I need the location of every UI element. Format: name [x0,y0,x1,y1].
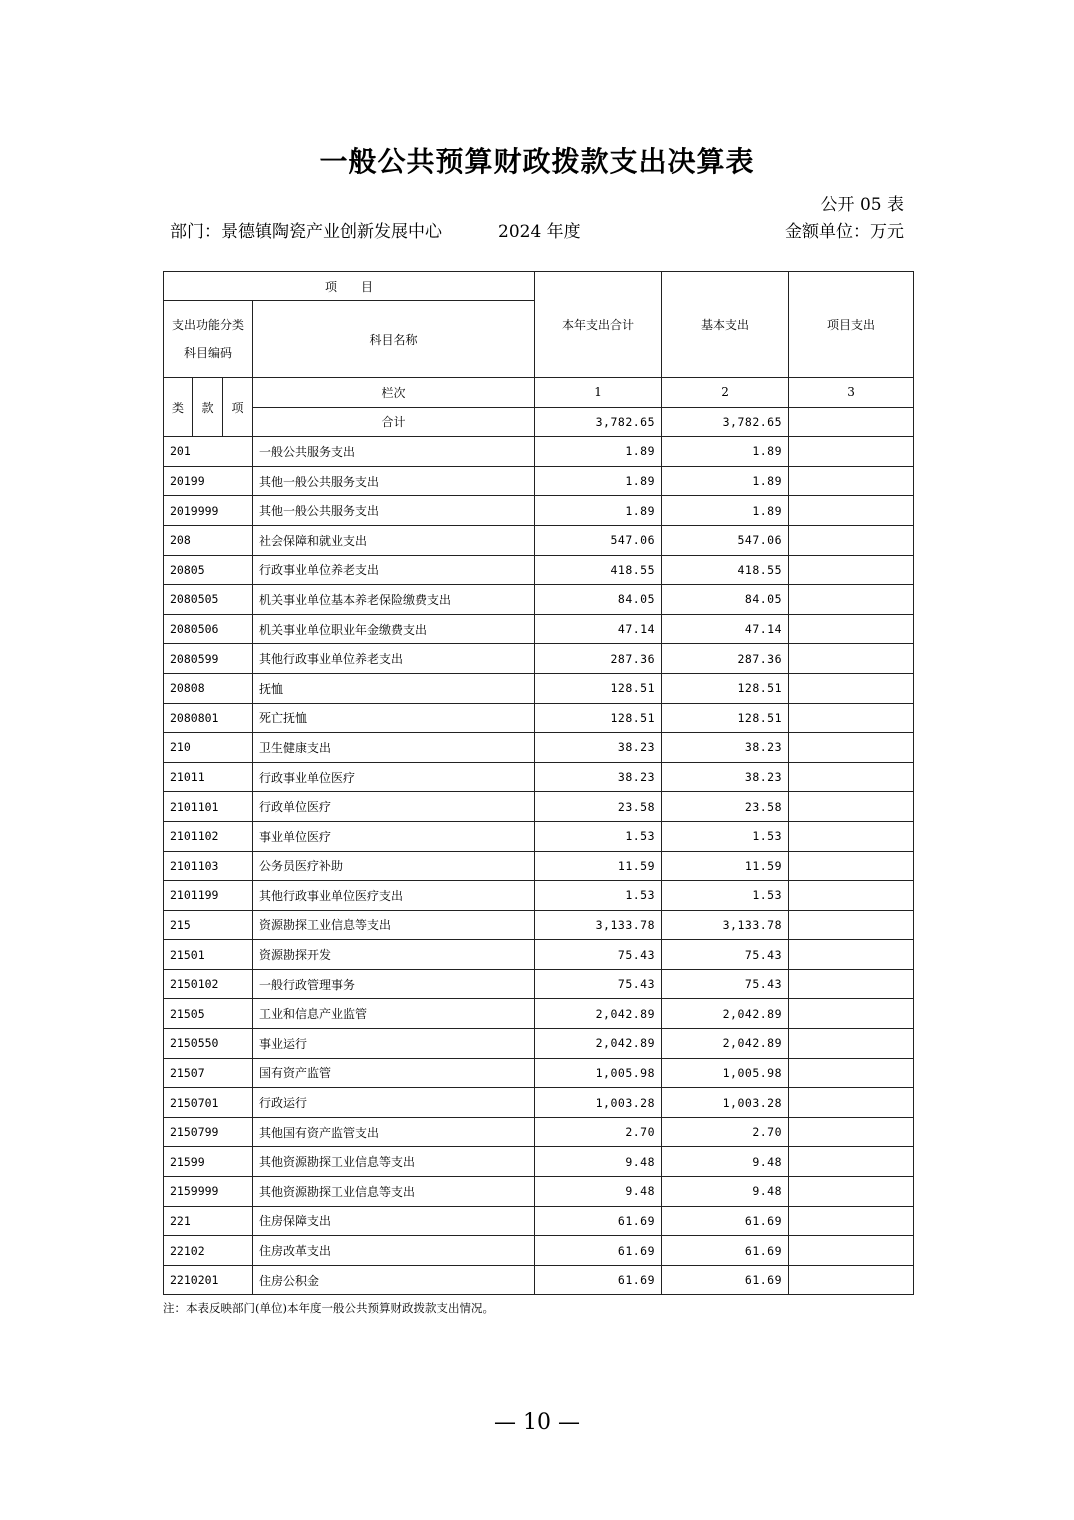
table-row [164,821,914,851]
row-code: 2101199 [164,881,253,911]
table-row [164,969,914,999]
row-basic: 418.55 [662,555,789,585]
row-total: 1.89 [535,466,662,496]
row-project [789,940,914,970]
table-row [164,1236,914,1266]
row-name: 事业单位医疗 [253,821,535,851]
row-code: 221 [164,1206,253,1236]
row-project [789,585,914,615]
total-project [789,407,914,437]
header-project-expense: 项目支出 [789,272,914,378]
row-name: 行政单位医疗 [253,792,535,822]
row-code: 21501 [164,940,253,970]
row-basic: 1.89 [662,496,789,526]
row-total: 38.23 [535,733,662,763]
row-basic: 75.43 [662,969,789,999]
budget-table [163,271,914,1295]
row-name: 国有资产监管 [253,1058,535,1088]
row-project [789,792,914,822]
table-note: 注：本表反映部门(单位)本年度一般公共预算财政拨款支出情况。 [163,1301,494,1315]
row-code: 2080801 [164,703,253,733]
row-name: 机关事业单位基本养老保险缴费支出 [253,585,535,615]
header-total: 本年支出合计 [535,272,662,378]
header-kuan: 款 [193,378,223,437]
table-row [164,614,914,644]
row-total: 1,005.98 [535,1058,662,1088]
row-total: 75.43 [535,969,662,999]
row-total: 287.36 [535,644,662,674]
row-project [789,1147,914,1177]
row-name: 住房保障支出 [253,1206,535,1236]
row-basic: 1,003.28 [662,1088,789,1118]
table-row [164,851,914,881]
form-number: 公开 05 表 [820,195,904,215]
row-code: 208 [164,525,253,555]
row-basic: 547.06 [662,525,789,555]
page-title: 一般公共预算财政拨款支出决算表 [319,145,755,178]
total-row [164,407,914,437]
table-row [164,1265,914,1295]
row-project [789,969,914,999]
row-total: 1.89 [535,496,662,526]
row-total: 61.69 [535,1206,662,1236]
row-code: 2101101 [164,792,253,822]
row-basic: 1,005.98 [662,1058,789,1088]
column-index-2: 2 [662,378,789,408]
row-project [789,851,914,881]
row-basic: 1.53 [662,821,789,851]
row-total: 547.06 [535,525,662,555]
table-row [164,1147,914,1177]
row-code: 21507 [164,1058,253,1088]
table-row [164,1206,914,1236]
row-project [789,525,914,555]
row-name: 事业运行 [253,1029,535,1059]
row-code: 2210201 [164,1265,253,1295]
total-basic: 3,782.65 [662,407,789,437]
row-name: 死亡抚恤 [253,703,535,733]
row-name: 机关事业单位职业年金缴费支出 [253,614,535,644]
row-code: 21599 [164,1147,253,1177]
row-total: 38.23 [535,762,662,792]
row-project [789,762,914,792]
row-basic: 61.69 [662,1265,789,1295]
row-total: 84.05 [535,585,662,615]
row-basic: 61.69 [662,1206,789,1236]
row-code: 215 [164,910,253,940]
row-code: 2150799 [164,1117,253,1147]
row-name: 一般公共服务支出 [253,437,535,467]
row-project [789,644,914,674]
table-row [164,940,914,970]
header-project: 项 目 [164,272,535,301]
row-basic: 84.05 [662,585,789,615]
column-index-row [164,378,914,408]
row-total: 1.89 [535,437,662,467]
row-total: 1.53 [535,881,662,911]
table-row [164,881,914,911]
row-total: 75.43 [535,940,662,970]
table-row [164,733,914,763]
table-row [164,437,914,467]
row-code: 2080506 [164,614,253,644]
row-name: 社会保障和就业支出 [253,525,535,555]
row-project [789,673,914,703]
table-row [164,673,914,703]
row-name: 行政运行 [253,1088,535,1118]
row-project [789,1117,914,1147]
row-name: 其他行政事业单位医疗支出 [253,881,535,911]
row-basic: 23.58 [662,792,789,822]
header-code: 支出功能分类科目编码 [164,301,253,378]
table-row [164,762,914,792]
row-basic: 3,133.78 [662,910,789,940]
row-project [789,1236,914,1266]
row-basic: 1.89 [662,437,789,467]
row-project [789,881,914,911]
row-total: 3,133.78 [535,910,662,940]
row-total: 128.51 [535,673,662,703]
row-code: 2159999 [164,1177,253,1207]
row-name: 资源勘探开发 [253,940,535,970]
table-row [164,1029,914,1059]
row-project [789,1029,914,1059]
row-code: 2150701 [164,1088,253,1118]
table-row [164,792,914,822]
row-basic: 128.51 [662,673,789,703]
table-row [164,1117,914,1147]
row-basic: 1.89 [662,466,789,496]
header-name: 科目名称 [253,301,535,378]
row-total: 47.14 [535,614,662,644]
row-code: 20805 [164,555,253,585]
row-project [789,999,914,1029]
row-code: 20808 [164,673,253,703]
row-basic: 38.23 [662,762,789,792]
row-basic: 47.14 [662,614,789,644]
row-project [789,1177,914,1207]
row-basic: 38.23 [662,733,789,763]
row-total: 128.51 [535,703,662,733]
row-project [789,466,914,496]
row-code: 2150550 [164,1029,253,1059]
row-code: 2019999 [164,496,253,526]
row-code: 2080599 [164,644,253,674]
row-name: 住房公积金 [253,1265,535,1295]
row-total: 61.69 [535,1236,662,1266]
row-project [789,1265,914,1295]
row-basic: 128.51 [662,703,789,733]
row-project [789,614,914,644]
row-project [789,821,914,851]
row-code: 210 [164,733,253,763]
row-total: 1,003.28 [535,1088,662,1118]
row-name: 抚恤 [253,673,535,703]
row-name: 其他国有资产监管支出 [253,1117,535,1147]
table-row [164,644,914,674]
table-row [164,999,914,1029]
table-row [164,1088,914,1118]
row-code: 2080505 [164,585,253,615]
row-basic: 11.59 [662,851,789,881]
table-row [164,525,914,555]
column-index-1: 1 [535,378,662,408]
row-total: 61.69 [535,1265,662,1295]
row-name: 卫生健康支出 [253,733,535,763]
row-total: 9.48 [535,1177,662,1207]
row-total: 23.58 [535,792,662,822]
row-project [789,703,914,733]
row-basic: 75.43 [662,940,789,970]
row-code: 2101103 [164,851,253,881]
row-code: 2101102 [164,821,253,851]
row-basic: 2,042.89 [662,1029,789,1059]
table-row [164,1177,914,1207]
row-project [789,437,914,467]
row-project [789,910,914,940]
row-name: 一般行政管理事务 [253,969,535,999]
row-name: 住房改革支出 [253,1236,535,1266]
row-total: 2.70 [535,1117,662,1147]
row-name: 资源勘探工业信息等支出 [253,910,535,940]
row-total: 2,042.89 [535,1029,662,1059]
row-total: 1.53 [535,821,662,851]
row-name: 其他一般公共服务支出 [253,466,535,496]
row-project [789,555,914,585]
row-basic: 1.53 [662,881,789,911]
table-row [164,910,914,940]
table-row [164,466,914,496]
row-code: 21505 [164,999,253,1029]
row-total: 11.59 [535,851,662,881]
department-label: 部门：景德镇陶瓷产业创新发展中心 [170,222,442,242]
row-code: 201 [164,437,253,467]
row-total: 418.55 [535,555,662,585]
total-label: 合计 [253,407,535,437]
table-row [164,1058,914,1088]
table-row [164,496,914,526]
total-value: 3,782.65 [535,407,662,437]
table-row [164,555,914,585]
header-lei: 类 [164,378,193,437]
column-label: 栏次 [253,378,535,408]
row-name: 行政事业单位养老支出 [253,555,535,585]
row-project [789,1058,914,1088]
column-index-3: 3 [789,378,914,408]
row-basic: 61.69 [662,1236,789,1266]
row-basic: 2.70 [662,1117,789,1147]
table-row [164,703,914,733]
fiscal-year: 2024 年度 [498,222,581,242]
row-basic: 287.36 [662,644,789,674]
row-code: 20199 [164,466,253,496]
row-name: 工业和信息产业监管 [253,999,535,1029]
row-code: 2150102 [164,969,253,999]
row-project [789,1088,914,1118]
page-number: — 10 — [494,1410,580,1435]
row-project [789,496,914,526]
row-project [789,733,914,763]
row-basic: 2,042.89 [662,999,789,1029]
row-name: 行政事业单位医疗 [253,762,535,792]
row-name: 其他资源勘探工业信息等支出 [253,1177,535,1207]
row-total: 9.48 [535,1147,662,1177]
row-project [789,1206,914,1236]
row-total: 2,042.89 [535,999,662,1029]
row-name: 公务员医疗补助 [253,851,535,881]
header-row-project [164,272,914,301]
row-name: 其他资源勘探工业信息等支出 [253,1147,535,1177]
row-name: 其他一般公共服务支出 [253,496,535,526]
row-code: 21011 [164,762,253,792]
table-row [164,585,914,615]
amount-unit: 金额单位：万元 [785,222,904,242]
header-xiang: 项 [223,378,253,437]
row-name: 其他行政事业单位养老支出 [253,644,535,674]
row-basic: 9.48 [662,1177,789,1207]
header-basic: 基本支出 [662,272,789,378]
row-code: 22102 [164,1236,253,1266]
row-basic: 9.48 [662,1147,789,1177]
